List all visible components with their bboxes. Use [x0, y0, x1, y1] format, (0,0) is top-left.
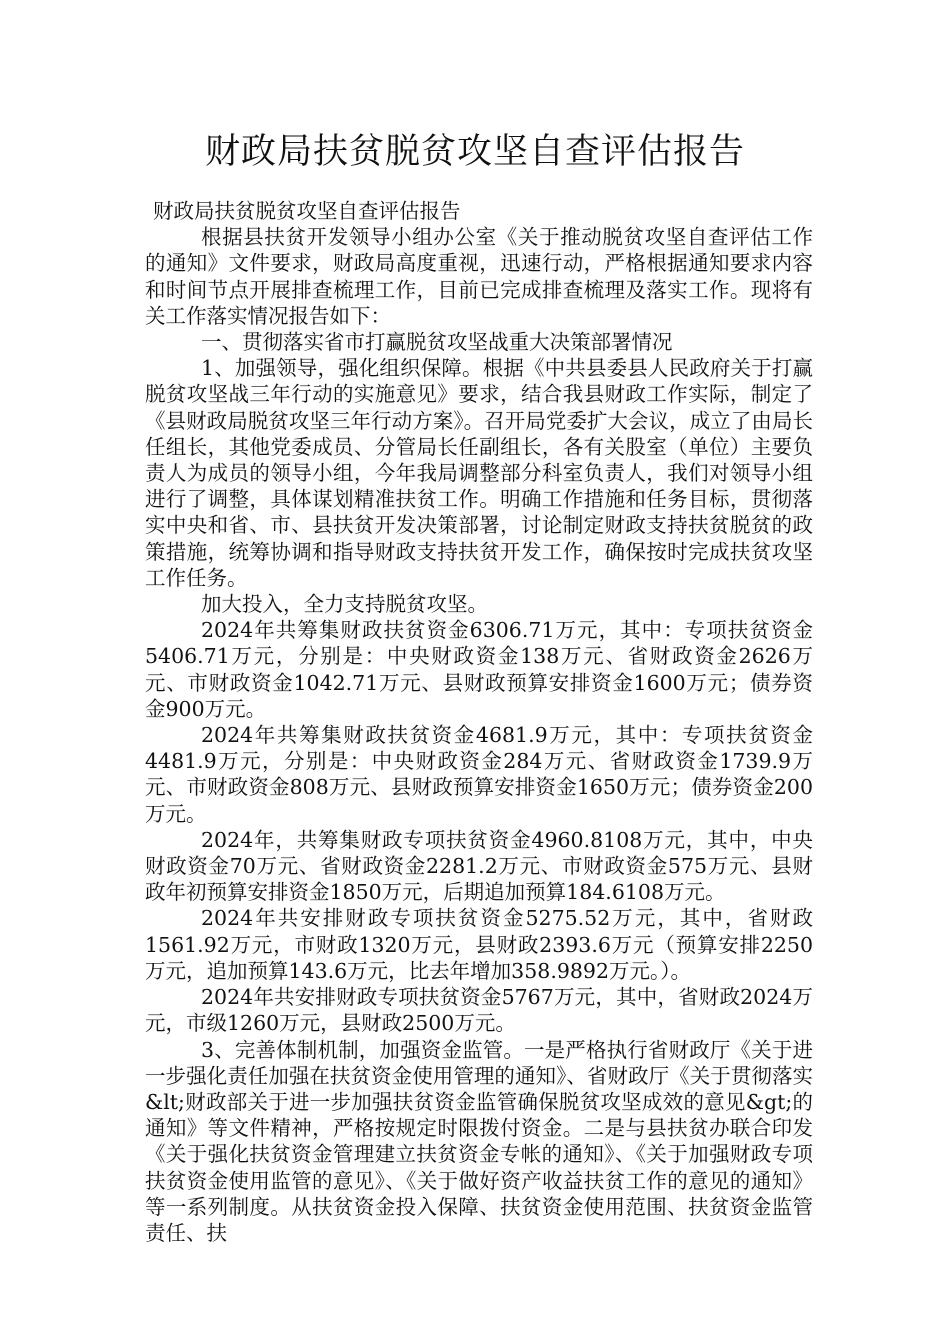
document-subtitle: 财政局扶贫脱贫攻坚自查评估报告 — [153, 199, 461, 223]
paragraph-funds-4: 2024年共安排财政专项扶贫资金5275.52万元，其中，省财政1561.92万元，市财政1320万元，县财政2393.6万元（预算安排2250万元，追加预算143.6万元，比去年增加358.9892万元。）。 — [145, 906, 813, 983]
paragraph-funds-1: 2024年共筹集财政扶贫资金6306.71万元，其中：专项扶贫资金5406.71万元，分别是：中央财政资金138万元、省财政资金2626万元、市财政资金1042.71万元、县财政预算安排资金1600万元；债券资金900万元。 — [145, 618, 813, 721]
paragraph-funds-2: 2024年共筹集财政扶贫资金4681.9万元，其中：专项扶贫资金4481.9万元，分别是：中央财政资金284万元、省财政资金1739.9万元、市财政资金808万元、县财政预算安排资金1650万元；债券资金200万元。 — [145, 723, 813, 826]
section-heading-1: 一、贯彻落实省市打赢脱贫攻坚战重大决策部署情况 — [201, 330, 673, 355]
paragraph-leadership: 1、加强领导，强化组织保障。根据《中共县委县人民政府关于打赢脱贫攻坚战三年行动的实施意见》要求，结合我县财政工作实际，制定了《县财政局脱贫攻坚三年行动方案》。召开局党委扩大会议，成立了由局长任组长，其他党委成员、分管局长任副组长，各有关股室（单位）主要负责人为成员的领导小组，今年我局调整部分科室负责人，我们对领导小组进行了调整，具体谋划精准扶贫工作。明确工作措施和任务目标，贯彻落实中央和省、市、县扶贫开发决策部署，讨论制定财政支持扶贫脱贫的政策措施，统筹协调和指导财政支持扶贫开发工作，确保按时完成扶贫攻坚工作任务。 — [145, 356, 813, 590]
document-body — [145, 198, 813, 1246]
paragraph-investment-heading: 加大投入，全力支持脱贫攻坚。 — [201, 592, 488, 617]
document-title: 财政局扶贫脱贫攻坚自查评估报告 — [204, 132, 745, 172]
paragraph-supervision: 3、完善体制机制，加强资金监管。一是严格执行省财政厅《关于进一步强化责任加强在扶贫资金使用管理的通知》、省财政厅《关于贯彻落实&lt;财政部关于进一步加强扶贫资金监管确保脱贫攻坚成效的意见&gt;的通知》等文件精神，严格按规定时限拨付资金。二是与县扶贫办联合印发《关于强化扶贫资金管理建立扶贫资金专帐的通知》、《关于加强财政专项扶贫资金使用监管的意见》、《关于做好资产收益扶贫工作的意见的通知》等一系列制度。从扶贫资金投入保障、扶贫资金使用范围、扶贫资金监管责任、扶 — [145, 1037, 813, 1245]
paragraph-intro: 根据县扶贫开发领导小组办公室《关于推动脱贫攻坚自查评估工作的通知》文件要求，财政局高度重视，迅速行动，严格根据通知要求内容和时间节点开展排查梳理工作，目前已完成排查梳理及落实工作。现将有关工作落实情况报告如下： — [145, 225, 813, 328]
paragraph-funds-3: 2024年，共筹集财政专项扶贫资金4960.8108万元，其中，中央财政资金70万元、省财政资金2281.2万元、市财政资金575万元、县财政年初预算安排资金1850万元，后期追加预算184.6108万元。 — [145, 827, 813, 905]
paragraph-funds-5: 2024年共安排财政专项扶贫资金5767万元，其中，省财政2024万元，市级1260万元，县财政2500万元。 — [145, 985, 813, 1036]
